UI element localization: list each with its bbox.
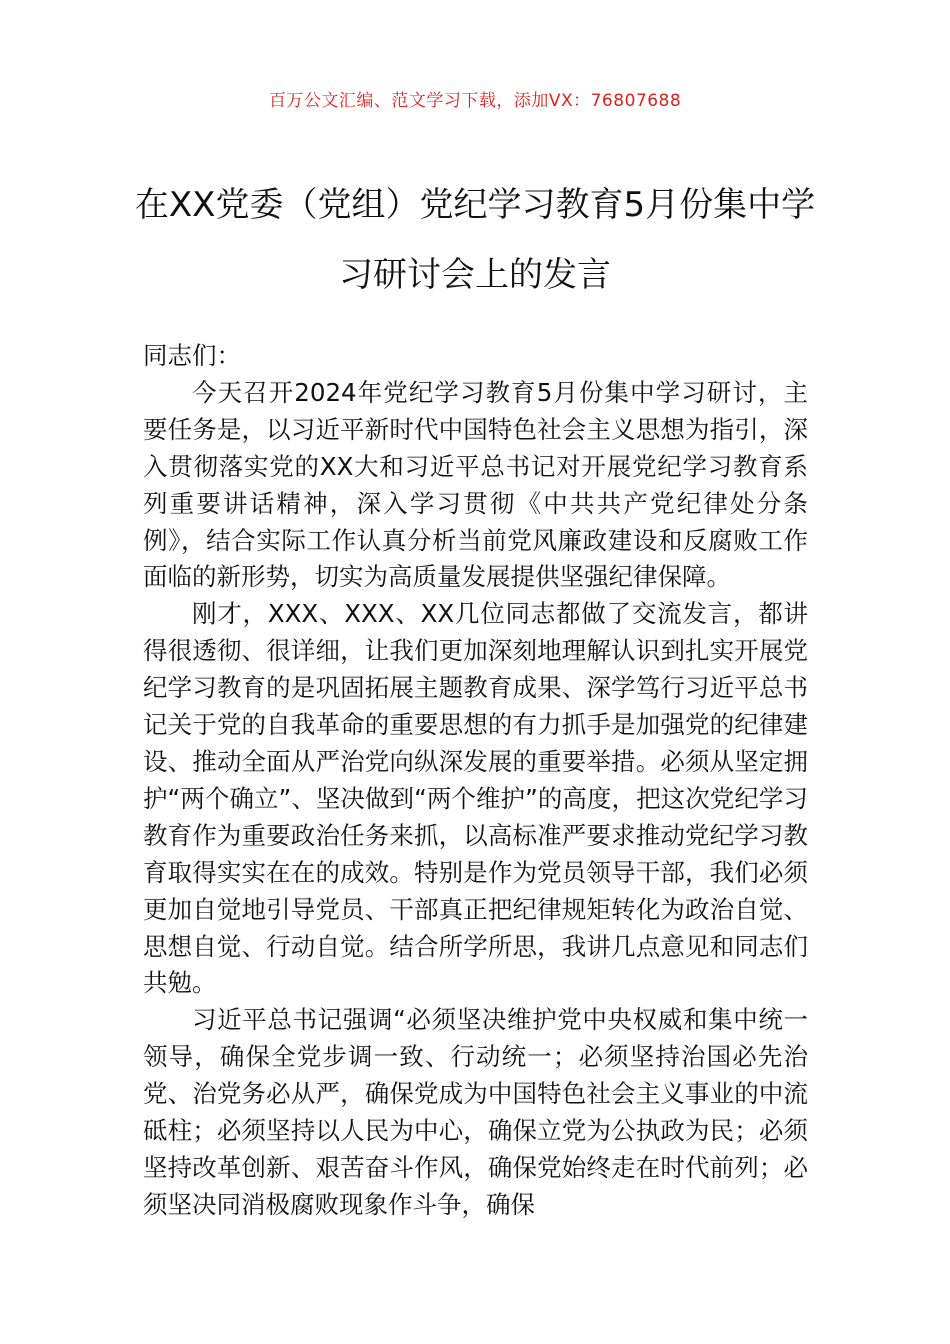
paragraph-2: 刚才，XXX、XXX、XX几位同志都做了交流发言，都讲得很透彻、很详细，让我们更加深刻地理解认识到扎实开展党纪学习教育的是巩固拓展主题教育成果、深学笃行习近平总书记关于党的自我革命的重要思想的有力抓手是加强党的纪律建设、推动全面从严治党向纵深发展的重要举措。必须从坚定拥护“两个确立”、坚决做到“两个维护”的高度，把这次党纪学习教育作为重要政治任务来抓，以高标准严要求推动党纪学习教育取得实实在在的成效。特别是作为党员领导干部，我们必须更加自觉地引导党员、干部真正把纪律规矩转化为政治自觉、思想自觉、行动自觉。结合所学所思，我讲几点意见和同志们共勉。 xyxy=(143,599,808,998)
salutation: 同志们： xyxy=(143,341,241,370)
document-title: 在XX党委（党组）党纪学习教育5月份集中学习研讨会上的发言 xyxy=(134,185,816,295)
paragraph-1: 今天召开2024年党纪学习教育5月份集中学习研讨，主要任务是，以习近平新时代中国特色社会主义思想为指引，深入贯彻落实党的XX大和习近平总书记对开展党纪学习教育系列重要讲话精神，深入学习贯彻《中共共产党纪律处分条例》，结合实际工作认真分析当前党风廉政建设和反腐败工作面临的新形势，切实为高质量发展提供坚强纪律保障。 xyxy=(143,377,808,592)
header-watermark-note: 百万公文汇编、范文学习下载，添加VX：76807688 xyxy=(268,91,682,111)
document-body xyxy=(143,338,808,1224)
paragraph-3: 习近平总书记强调“必须坚决维护党中央权威和集中统一领导，确保全党步调一致、行动统一；必须坚持治国必先治党、治党务必从严，确保党成为中国特色社会主义事业的中流砥柱；必须坚持以人民为中心，确保立党为公执政为民；必须坚持改革创新、艰苦奋斗作风，确保党始终走在时代前列；必须坚决同消极腐败现象作斗争，确保 xyxy=(143,1005,808,1219)
